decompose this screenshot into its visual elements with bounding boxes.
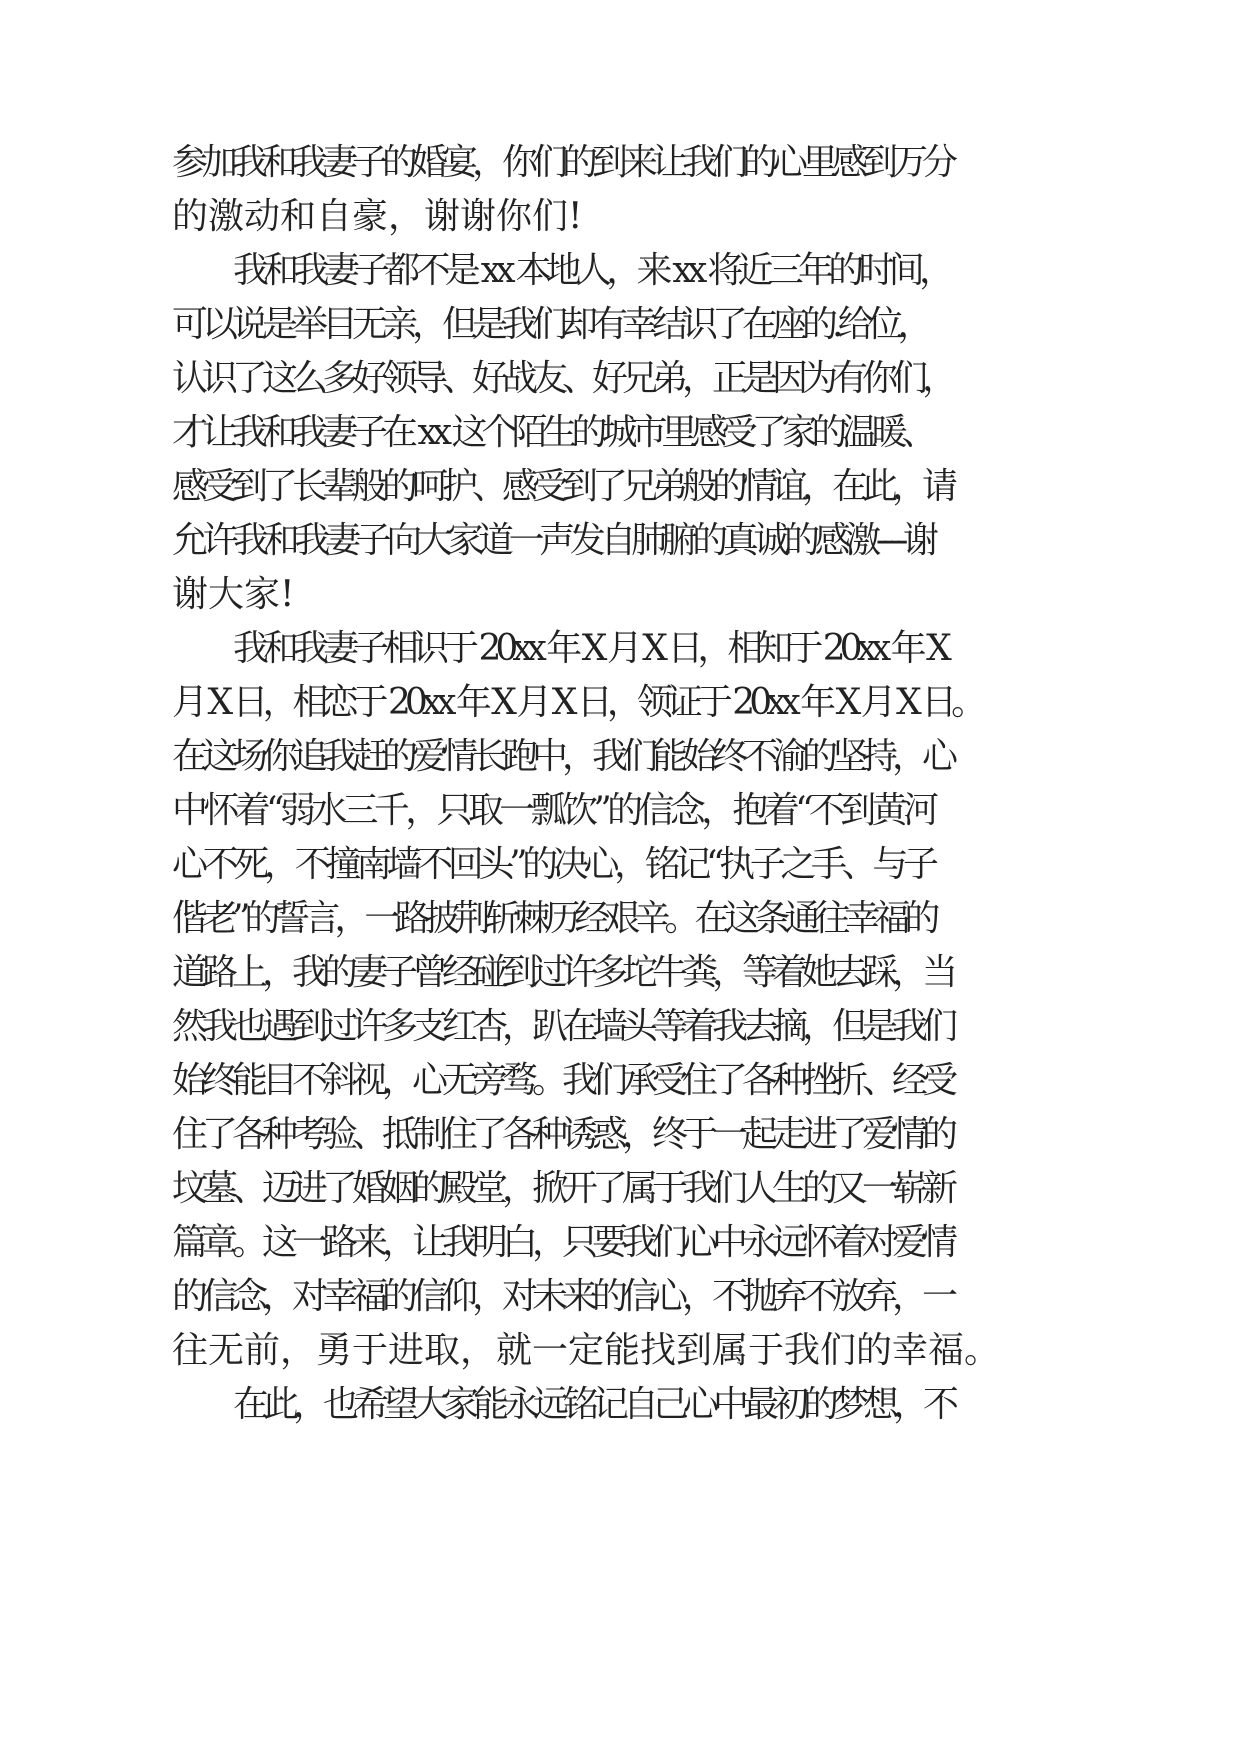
text-line: 的信念，对幸福的信仰，对未来的信心，不抛弃不放弃，一 bbox=[172, 1276, 953, 1317]
text-line: 住了各种考验、抵制住了各种诱惑，终于一起走进了爱情的 bbox=[172, 1114, 953, 1155]
text-line: 在此，也希望大家能永远铭记自己心中最初的梦想，不 bbox=[233, 1384, 954, 1425]
text-line: 我和我妻子都不是 xx 本地人，来 xx 将近三年的时间， bbox=[233, 250, 950, 291]
text-line: 中怀着“弱水三千，只取一瓢饮”的信念，抱着“不到黄河 bbox=[172, 790, 935, 831]
text-line: 心不死，不撞南墙不回头”的决心，铭记“执子之手、与子 bbox=[172, 844, 934, 885]
text-line: 月 X 日，相恋于 20xx 年 X 月 X 日，领证于 20xx 年 X 月 X 日。 bbox=[172, 682, 982, 723]
text-line: 认识了这么多好领导、好战友、好兄弟，正是因为有你们， bbox=[172, 358, 953, 399]
text-line: 的激动和自豪，谢谢你们! bbox=[172, 196, 583, 237]
text-line: 允许我和我妻子向大家道一声发自肺腑的真诚的感激----谢 bbox=[172, 520, 934, 561]
text-line: 谢大家! bbox=[172, 574, 295, 615]
text-line: 篇章。这一路来，让我明白，只要我们心中永远怀着对爱情 bbox=[172, 1222, 953, 1263]
text-line: 才让我和我妻子在 xx 这个陌生的城市里感受了家的温暖、 bbox=[172, 412, 932, 453]
text-line: 感受到了长辈般的呵护、感受到了兄弟般的情谊，在此，请 bbox=[172, 466, 953, 507]
text-line: 始终能目不斜视，心无旁骛。我们承受住了各种挫折、经受 bbox=[172, 1060, 953, 1101]
text-line: 可以说是举目无亲，但是我们却有幸结识了在座的.给位， bbox=[172, 304, 928, 345]
text-line: 坟墓、迈进了婚姻的殿堂，掀开了属于我们人生的又一崭新 bbox=[172, 1168, 953, 1209]
text-line: 道路上，我的妻子曾经碰到过许多坨牛粪，等着她去踩，当 bbox=[172, 952, 953, 993]
text-line: 偕老”的誓言，一路披荆斩棘历经艰辛。在这条通往幸福的 bbox=[172, 898, 935, 939]
text-line: 在这场你追我赶的爱情长跑中，我们能始终不渝的坚持，心 bbox=[172, 736, 953, 777]
text-line: 我和我妻子相识于 20xx 年 X 月 X 日，相知于 20xx 年 X bbox=[233, 628, 946, 669]
text-line: 往无前，勇于进取，就一定能找到属于我们的幸福。 bbox=[172, 1330, 1001, 1371]
text-line: 然我也遇到过许多支红杏，趴在墙头等着我去摘，但是我们 bbox=[172, 1006, 953, 1047]
text-line: 参加我和我妻子的婚宴，你们的到来让我们的心里感到万分 bbox=[172, 142, 953, 183]
